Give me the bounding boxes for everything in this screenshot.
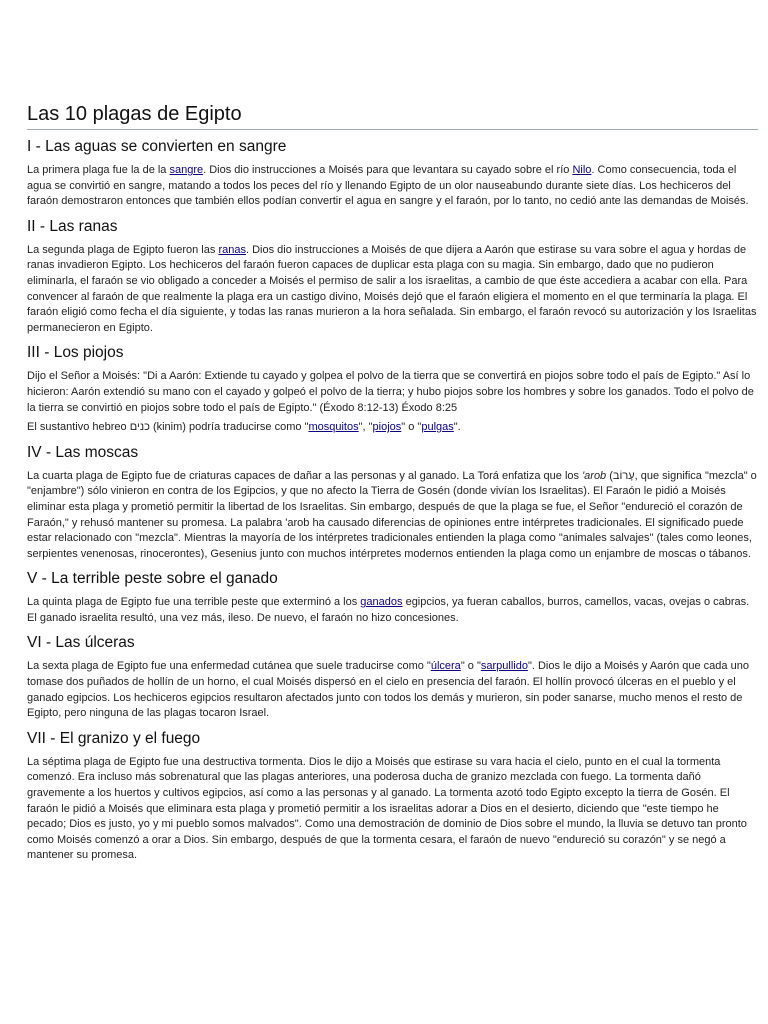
section-heading-3: III - Los piojos bbox=[27, 344, 124, 362]
text: . Dios dio instrucciones a Moisés de que dijera a Aarón que estirase su vara sobre el agua y hordas de ranas invadieron Egipto. Los hechiceros del faraón fueron capaces de duplicar esta plaga con su magia. Sin embargo, dado que no pudieron eliminarla, el faraón se vio obligado a conceder a Moisés el permiso de salir a los israelitas, a cambio de que éste accediera a acabar con ella. Para convencer al faraón de que realmente la plaga era un castigo divino, Moisés dejó que el faraón eligiera el momento en el que terminaría la plaga. El faraón eligió como fecha el día siguiente, y todas las ranas murieron a la hora señalada. Sin embargo, el faraón revocó su autorización y los Israelitas permanecieron en Egipto. bbox=[27, 243, 757, 334]
text: . Dios dio instrucciones a Moisés para que levantara su cayado sobre el río bbox=[203, 164, 573, 176]
section-heading-2: II - Las ranas bbox=[27, 217, 118, 235]
link-mosquitos[interactable]: mosquitos bbox=[308, 421, 359, 434]
text: ". bbox=[453, 421, 461, 434]
section-heading-5: V - La terrible peste sobre el ganado bbox=[27, 570, 278, 588]
page-title: Las 10 plagas de Egipto bbox=[27, 100, 758, 130]
link-piojos[interactable]: piojos bbox=[372, 421, 402, 434]
section-heading-4: IV - Las moscas bbox=[27, 443, 139, 461]
section-3-paragraph-2 bbox=[27, 420, 758, 436]
text: ". Dios le dijo a Moisés y Aarón que cada uno tomase dos puñados de hollín de un horno, el cual Moisés dispersó en el cielo en presencia del faraón. El hollín provocó úlceras en el pueblo y el ganado egipcios. Los hechiceros egipcios resultaron afectados junto con todos los demás y murieron, sin poder sanarse, mucho menos el resto de Egipto, pero ninguna de las plagas tocaron Israel. bbox=[27, 660, 749, 720]
section-heading-7: VII - El granizo y el fuego bbox=[27, 729, 201, 747]
section-4-paragraph bbox=[27, 469, 758, 563]
section-1-paragraph bbox=[27, 163, 758, 210]
text: La sexta plaga de Egipto fue una enfermedad cutánea que suele traducirse como " bbox=[27, 660, 431, 673]
link-sarpullido[interactable]: sarpullido bbox=[480, 660, 528, 673]
text: " o " bbox=[401, 421, 422, 434]
section-2-paragraph bbox=[27, 243, 758, 337]
link-ulcera[interactable]: úlcera bbox=[430, 660, 461, 673]
text: (עָרוֹב, que significa "mezcla" o "enjambre") sólo vinieron en contra de los Egipcios, y que no afecto la Tierra de Gosén (donde vivían los Israelitas). El Faraón le pidió a Moisés eliminar esta plaga y prometió permitir la libertad de los Israelitas. Sin embargo, después de que la plaga se fue, el Señor "endureció el corazón de Faraón," y rehusó mantener su promesa. La palabra 'arob ha causado diferencias de opiniones entre intérpretes tradicionales. El significado puede estar relacionado con "mezcla". Mientras la mayoría de los intérpretes tradicionales entienden la plaga como "animales salvajes" (tales como leones, serpientes venenosas, rinocerontes), Gesenius junto con muchos intérpretes modernos entienden la plaga como un enjambre de moscas o tábanos. bbox=[27, 469, 757, 560]
text: . Como consecuencia, toda el agua se convirtió en sangre, matando a todos los peces del río y llenando Egipto de un olor nauseabundo durante siete días. Los hechiceros del faraón demostraron entonces que también ellos podían convertir el agua en sangre y el faraón, por lo tanto, no cedió ante las demandas de Moisés. bbox=[27, 164, 749, 208]
text: La segunda plaga de Egipto fueron las bbox=[27, 243, 219, 256]
link-nilo[interactable]: Nilo bbox=[572, 164, 592, 176]
section-6-paragraph bbox=[27, 659, 758, 721]
section-heading-1: I - Las aguas se convierten en sangre bbox=[27, 138, 287, 155]
link-sangre[interactable]: sangre bbox=[169, 164, 204, 176]
text: La cuarta plaga de Egipto fue de criaturas capaces de dañar a las personas y al ganado. La Torá enfatiza que los bbox=[27, 469, 583, 482]
text: ", " bbox=[358, 421, 373, 434]
section-heading-6: VI - Las úlceras bbox=[27, 634, 135, 652]
section-7-paragraph: La séptima plaga de Egipto fue una destructiva tormenta. Dios le dijo a Moisés que estirase su vara hacia el cielo, punto en el cual la tormenta comenzó. Era incluso más sobrenatural que las plagas anteriores, una poderosa ducha de granizo mezclada con fuego. La tormenta dañó gravemente a los huertos y cultivos egipcios, así como a las personas y al ganado. La tormenta azotó todo Egipto excepto la tierra de Gosén. El faraón le pidió a Moisés que eliminara esta plaga y prometió permitir a los israelitas adorar a Dios en el desierto, diciendo que "este tiempo he pecado; Dios es justo, yo y mi pueblo somos malvados". Como una demostración de dominio de Dios sobre el mundo, la lluvia se detuvo tan pronto como Moisés comenzó a orar a Dios. Sin embargo, después de que la tormenta cesara, el faraón de nuevo "endureció su corazón" y se negó a mantener su promesa. bbox=[27, 755, 747, 862]
link-ganados[interactable]: ganados bbox=[360, 596, 403, 609]
text: La quinta plaga de Egipto fue una terrible peste que exterminó a los bbox=[27, 596, 361, 609]
text: El sustantivo hebreo כנים (kinim) podría traducirse como " bbox=[27, 421, 309, 434]
section-3-paragraph-1: Dijo el Señor a Moisés: "Di a Aarón: Extiende tu cayado y golpea el polvo de la tierra que se convertirá en piojos sobre todo el país de Egipto." Así lo hicieron: Aarón extendió su mano con el cayado y golpeó el polvo de la tierra; y hubo piojos sobre los hombres y sobre los ganados. Todo el polvo de la tierra se convirtió en piojos sobre todo el país de Egipto." (Éxodo 8:12-13) Éxodo 8:25 bbox=[27, 370, 754, 414]
link-pulgas[interactable]: pulgas bbox=[421, 421, 454, 434]
link-ranas[interactable]: ranas bbox=[218, 243, 246, 256]
section-5-paragraph bbox=[27, 595, 758, 626]
text: " o " bbox=[460, 660, 481, 673]
text: La primera plaga fue la de la bbox=[27, 164, 170, 176]
italic-arob: 'arob bbox=[582, 469, 607, 482]
text: egipcios, ya fueran caballos, burros, camellos, vacas, ovejas o cabras. El ganado israelita resultó, una vez más, ileso. De nuevo, el faraón no hizo concesiones. bbox=[27, 596, 750, 624]
